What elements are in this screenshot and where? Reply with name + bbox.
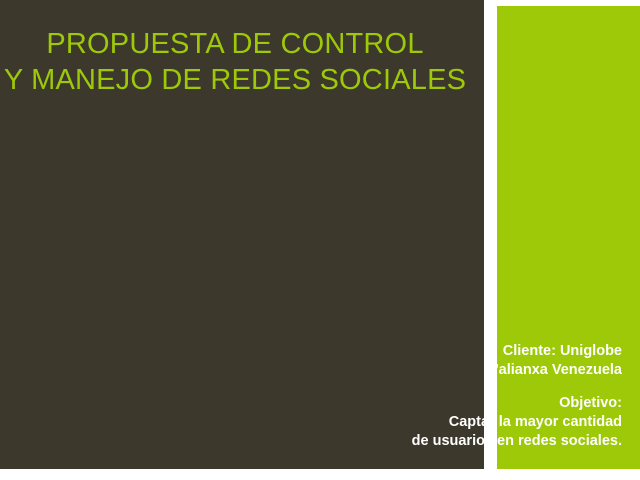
page-title xyxy=(0,26,470,98)
slide-info-block xyxy=(242,342,622,451)
client-line-1: Cliente: Uniglobe xyxy=(502,343,622,359)
client-line-2: L'alianxa Venezuela xyxy=(486,362,622,378)
objective-line-1: Captar la mayor cantidad xyxy=(448,414,622,430)
page-title-line-2: Y MANEJO DE REDES SOCIALES xyxy=(3,64,467,96)
objective-label: Objetivo: xyxy=(559,395,622,411)
objective-block xyxy=(242,394,622,451)
page-title-line-1: PROPUESTA DE CONTROL xyxy=(46,28,424,60)
objective-line-2: de usuarios en redes sociales. xyxy=(411,433,622,449)
client-block xyxy=(242,342,622,380)
